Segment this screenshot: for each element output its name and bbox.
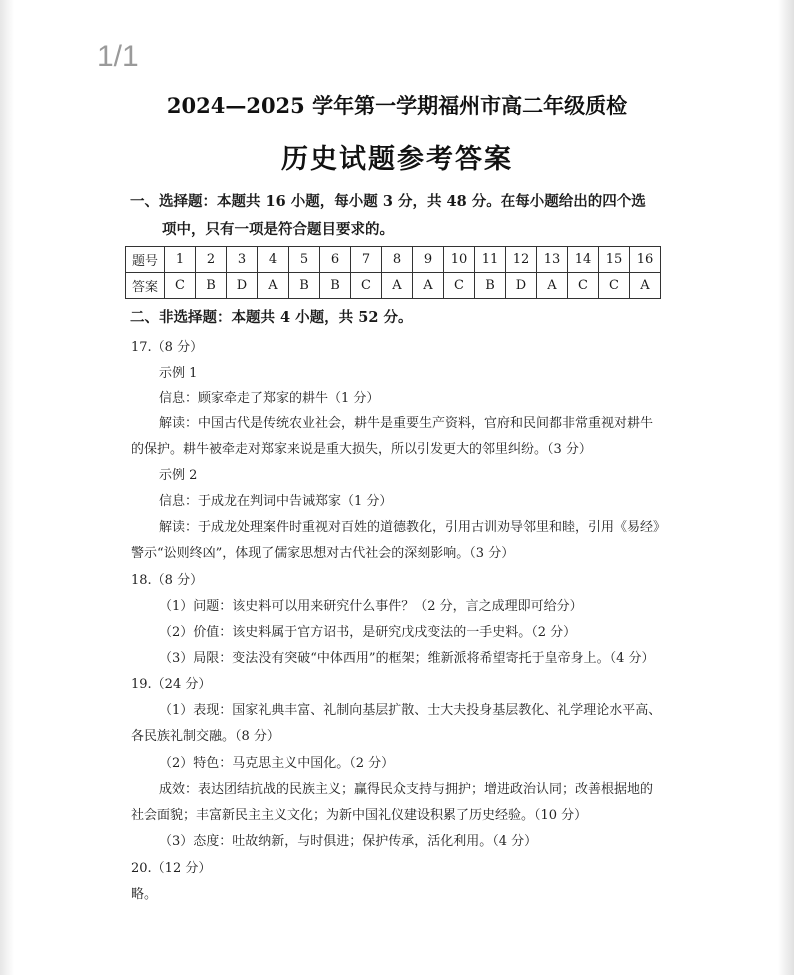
question-19-header: 19.（24 分） bbox=[131, 677, 212, 692]
q19-item-1-cont: 各民族礼制交融。（8 分） bbox=[131, 729, 280, 744]
q18-item-1: （1）问题：该史料可以用来研究什么事件？（2 分，言之成理即可给分） bbox=[159, 599, 583, 614]
question-number: 11 bbox=[475, 247, 506, 273]
q19-item-2: （2）特色：马克思主义中国化。（2 分） bbox=[159, 756, 395, 771]
example-1-label: 示例 1 bbox=[159, 366, 198, 381]
answer-table-number-row bbox=[126, 247, 661, 273]
question-17-header: 17.（8 分） bbox=[131, 340, 204, 355]
q19-item-2-effects-cont: 社会面貌；丰富新民主主义文化；为新中国礼仪建设积累了历史经验。（10 分） bbox=[131, 808, 588, 823]
q18-item-3: （3）局限：变法没有突破“中体西用”的框架；维新派将希望寄托于皇帝身上。（4 分） bbox=[159, 651, 655, 666]
example-2-label: 示例 2 bbox=[159, 468, 198, 483]
answer-cell: A bbox=[413, 273, 444, 299]
answer-cell: D bbox=[506, 273, 537, 299]
question-number: 2 bbox=[196, 247, 227, 273]
question-number: 13 bbox=[537, 247, 568, 273]
answer-cell: C bbox=[568, 273, 599, 299]
answer-table bbox=[125, 246, 661, 299]
q19-item-2-effects: 成效：表达团结抗战的民族主义；赢得民众支持与拥护；增进政治认同；改善根据地的 bbox=[159, 782, 654, 797]
question-number: 8 bbox=[382, 247, 413, 273]
answer-cell: B bbox=[289, 273, 320, 299]
q19-item-3: （3）态度：吐故纳新，与时俱进；保护传承，活化利用。（4 分） bbox=[159, 834, 538, 849]
question-number: 16 bbox=[630, 247, 661, 273]
example-1-analysis: 解读：中国古代是传统农业社会，耕牛是重要生产资料，官府和民间都非常重视对耕牛 bbox=[159, 416, 654, 431]
document-title: 2024—2025 学年第一学期福州市高二年级质检 bbox=[166, 93, 628, 118]
q20-answer: 略。 bbox=[131, 887, 158, 902]
q18-item-2: （2）价值：该史料属于官方诏书，是研究戊戌变法的一手史料。（2 分） bbox=[159, 625, 577, 640]
answer-cell: B bbox=[475, 273, 506, 299]
answer-cell: C bbox=[444, 273, 475, 299]
question-number: 9 bbox=[413, 247, 444, 273]
section1-heading-line2: 项中，只有一项是符合题目要求的。 bbox=[162, 221, 394, 238]
answer-cell: A bbox=[630, 273, 661, 299]
answer-cell: A bbox=[258, 273, 289, 299]
example-2-analysis: 解读：于成龙处理案件时重视对百姓的道德教化，引用古训劝导邻里和睦，引用《易经》 bbox=[159, 520, 667, 535]
answer-cell: B bbox=[320, 273, 351, 299]
answer-cell: C bbox=[165, 273, 196, 299]
answer-cell: D bbox=[227, 273, 258, 299]
question-number: 12 bbox=[506, 247, 537, 273]
example-2-analysis-cont: 警示“讼则终凶”，体现了儒家思想对古代社会的深刻影响。（3 分） bbox=[131, 546, 515, 561]
answer-cell: A bbox=[537, 273, 568, 299]
question-number: 7 bbox=[351, 247, 382, 273]
question-20-header: 20.（12 分） bbox=[131, 861, 212, 876]
answer-cell: C bbox=[351, 273, 382, 299]
question-18-header: 18.（8 分） bbox=[131, 573, 204, 588]
question-number: 10 bbox=[444, 247, 475, 273]
example-2-info: 信息：于成龙在判词中告诫郑家（1 分） bbox=[159, 494, 393, 509]
question-number: 3 bbox=[227, 247, 258, 273]
question-number: 1 bbox=[165, 247, 196, 273]
question-number: 14 bbox=[568, 247, 599, 273]
row-label-number: 题号 bbox=[126, 247, 165, 273]
section2-heading: 二、非选择题：本题共 4 小题，共 52 分。 bbox=[130, 309, 413, 326]
answer-table-answer-row bbox=[126, 273, 661, 299]
answer-cell: A bbox=[382, 273, 413, 299]
question-number: 4 bbox=[258, 247, 289, 273]
section1-heading-line1: 一、选择题：本题共 16 小题，每小题 3 分，共 48 分。在每小题给出的四个选 bbox=[130, 193, 646, 210]
question-number: 15 bbox=[599, 247, 630, 273]
answer-cell: B bbox=[196, 273, 227, 299]
example-1-info: 信息：顾家牵走了郑家的耕牛（1 分） bbox=[159, 391, 380, 406]
page-indicator: 1/1 bbox=[97, 40, 139, 73]
question-number: 5 bbox=[289, 247, 320, 273]
example-1-analysis-cont: 的保护。耕牛被牵走对郑家来说是重大损失，所以引发更大的邻里纠纷。（3 分） bbox=[131, 442, 592, 457]
answer-cell: C bbox=[599, 273, 630, 299]
row-label-answer: 答案 bbox=[126, 273, 165, 299]
question-number: 6 bbox=[320, 247, 351, 273]
document-subtitle: 历史试题参考答案 bbox=[281, 144, 513, 175]
q19-item-1: （1）表现：国家礼典丰富、礼制向基层扩散、士大夫投身基层教化、礼学理论水平高、 bbox=[159, 703, 662, 718]
